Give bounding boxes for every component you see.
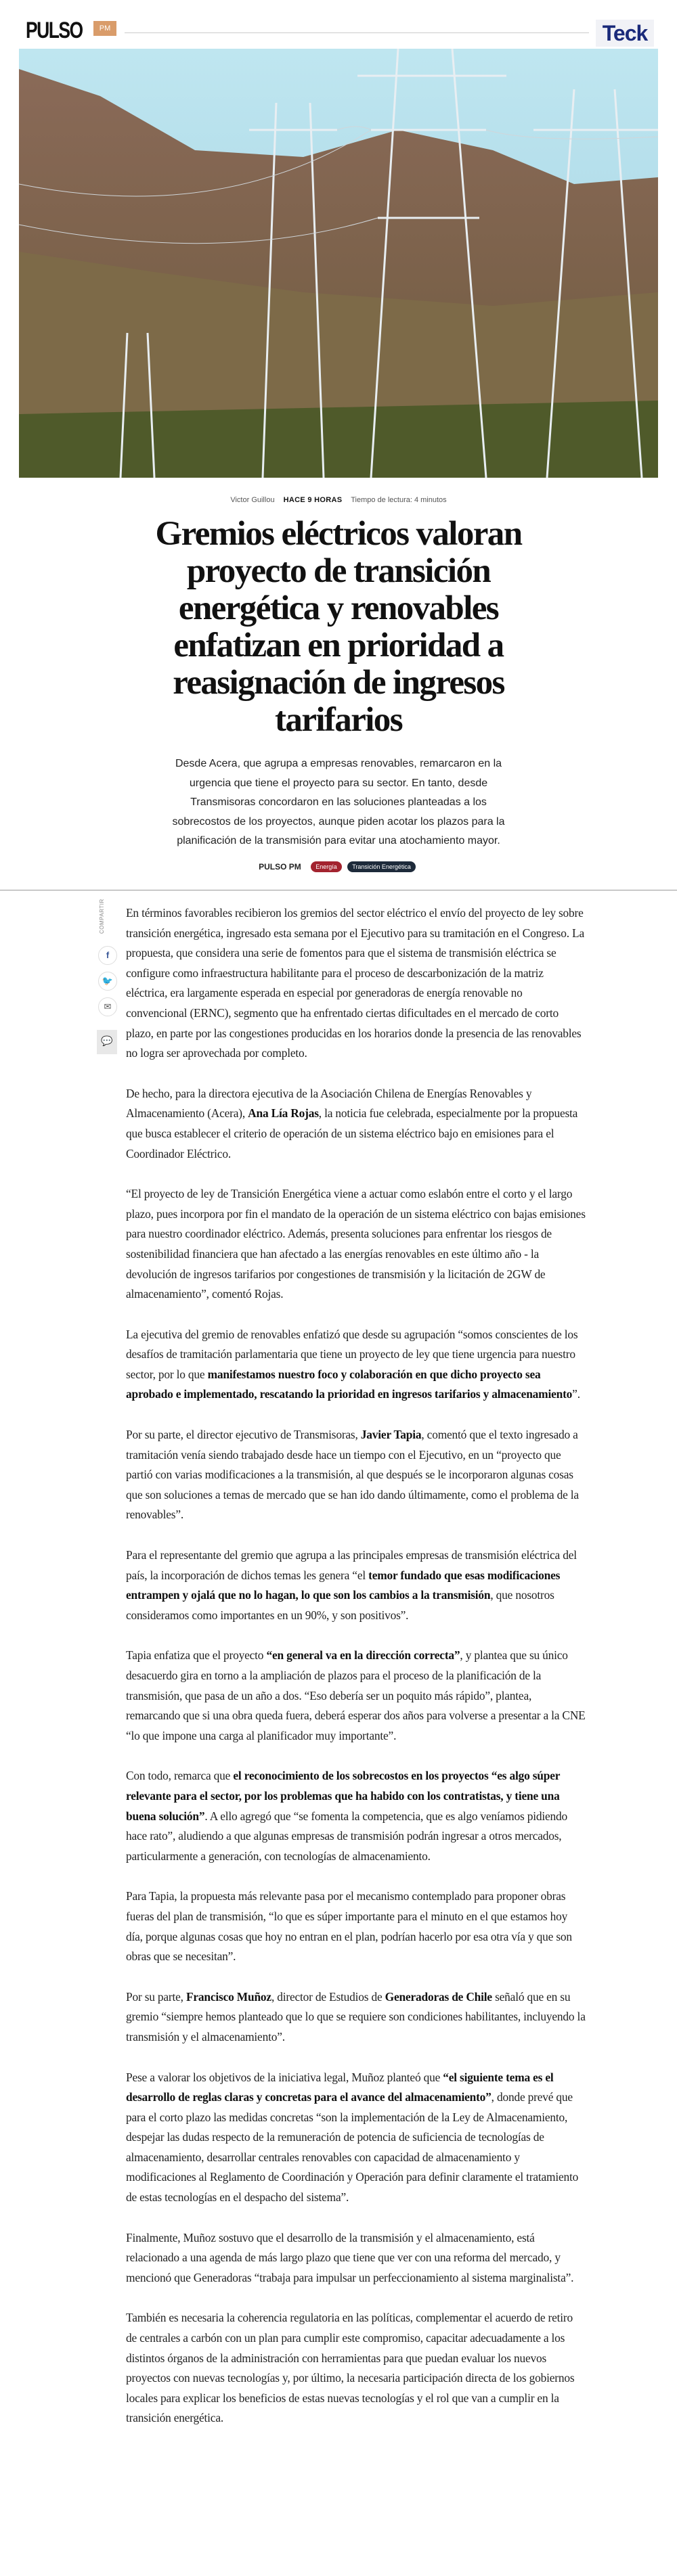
power-lines-photo <box>19 49 658 478</box>
paragraph-text: . A ello agregó que “se fomenta la competencia, que es algo veníamos pidiendo hace rato”, aludiendo a que algunas empresas de transmisión podrán ingresar a otros mercados, particularmente a generación, con tecnologías de almacenamiento. <box>126 1809 567 1863</box>
article-paragraph <box>126 1987 586 2048</box>
paragraph-text: , director de Estudios de <box>271 1989 385 2004</box>
bold-text: Generadoras de Chile <box>385 1989 492 2004</box>
tag-energia[interactable]: Energía <box>311 861 342 872</box>
article-paragraph <box>126 903 586 1064</box>
paragraph-text: También es necesaria la coherencia regulatoria en las políticas, complementar el acuerdo de retiro de centrales a carbón con un plan para cumplir este compromiso, capacitar adecuadamente a los distintos órganos de la administración con herramientas para que puedan evaluar los nuevos proyectos con nuevas tecnologías y, por último, la necesaria participación directa de los gobiernos locales para explicar los beneficios de estas nuevas tecnologías y el rol que van a cumplir en la transición energética. <box>126 2311 575 2425</box>
paragraph-text: , que nosotros consideramos como importantes en un 90%, y son positivos”. <box>126 1588 554 1622</box>
article-paragraph <box>126 2068 586 2208</box>
author-link[interactable]: Victor Guillou <box>230 496 275 504</box>
share-label: COMPARTIR <box>99 899 105 934</box>
site-header <box>0 0 677 46</box>
comment-icon[interactable]: 💬 <box>97 1030 117 1054</box>
article-paragraph <box>126 1184 586 1305</box>
pm-badge[interactable]: PM <box>93 21 116 36</box>
article-paragraph <box>126 1545 586 1625</box>
twitter-icon[interactable]: 🐦 <box>98 972 117 991</box>
paragraph-text: Tapia enfatiza que el proyecto <box>126 1648 267 1663</box>
facebook-icon[interactable]: f <box>98 946 117 965</box>
paragraph-text: La ejecutiva del gremio de renovables enfatizó que desde su agrupación “somos conscientes de los desafíos de tramitación parlamentaria que tiene un proyecto de ley que tiene urgencia para nuestro sector, por lo que <box>126 1327 578 1381</box>
header-divider <box>125 32 589 33</box>
article-paragraph <box>126 2228 586 2288</box>
article-paragraph <box>126 1425 586 1525</box>
paragraph-text: Pese a valorar los objetivos de la iniciativa legal, Muñoz planteó que <box>126 2070 443 2084</box>
paragraph-text: De hecho, para la directora ejecutiva de la Asociación Chilena de Energías Renovables y Almacenamiento (Acera), <box>126 1086 532 1121</box>
paragraph-text: , comentó que el texto ingresado a tramitación venía siendo trabajado desde hace un tiempo con el Ejecutivo, en un “proyecto que partió con varias modificaciones a la transmisión, al que después se le incorporaron algunas cosas que son soluciones a temas de mercado que se han ido dando últimamente, como el problema de la renovables”. <box>126 1428 579 1522</box>
paragraph-text: Para Tapia, la propuesta más relevante pasa por el mecanismo contemplado para proponer obras fueras del plan de transmisión, “lo que es súper importante para el minuto en el que estamos hoy día, porque algunas cosas que hoy no entran en el plan, podrían hacerlo por esa otra vía y que son obras que se necesitan”. <box>126 1889 572 1964</box>
article-summary: Desde Acera, que agrupa a empresas renovables, remarcaron en la urgencia que tiene el proyecto para su sector. En tanto, desde Transmisoras concordaron en las soluciones planteadas a los sobrecostos de los proyectos, aunque piden acotar los plazos para la planificación de la transmisión para evitar una atochamiento mayor. <box>172 758 505 846</box>
sponsor-logo[interactable]: Teck <box>596 20 654 47</box>
bold-text: manifestamos nuestro foco y colaboración en que dicho proyecto sea aprobado e implementado, rescatando la prioridad en ingresos tarifarios y almacenamiento <box>126 1367 573 1401</box>
paragraph-text: Por su parte, <box>126 1989 186 2004</box>
article-paragraph <box>126 1766 586 1866</box>
paragraph-text: En términos favorables recibieron los gremios del sector eléctrico el envío del proyecto de ley sobre transición energética, ingresado esta semana por el Ejecutivo para su tramitación en el Congreso. La propuesta, que considera una serie de fomentos para que el sistema de transmisión eléctrica se configure como infraestructura habilitante para el proceso de descarbonización de la matriz eléctrica, era largamente esperada en especial por generadoras de energía renovable no convencional (ERNC), segmento que ha enfrentado ciertas dificultades en el mercado de corto plazo, en parte por las congestiones producidas en los horarios donde la presencia de las renovables no logra ser aprovechada por completo. <box>126 906 584 1060</box>
paragraph-text: Por su parte, el director ejecutivo de Transmisoras, <box>126 1428 361 1442</box>
bold-text: Ana Lía Rojas <box>248 1106 319 1121</box>
bold-text: Javier Tapia <box>360 1428 422 1442</box>
paragraph-text: señaló que en su gremio “siempre hemos planteado que lo que se requiere son condiciones habilitantes, incluyendo la transmisión y el almacenamiento”. <box>126 1989 586 2043</box>
article-paragraph <box>126 1886 586 1966</box>
hero-image <box>19 49 658 478</box>
tag-transicion-energetica[interactable]: Transición Energética <box>347 861 416 872</box>
article-paragraph <box>126 1646 586 1746</box>
paragraph-text: Finalmente, Muñoz sostuvo que el desarrollo de la transmisión y el almacenamiento, está relacionado a una agenda de más largo plazo que tiene que ver con una reforma del mercado, y mencionó que Generadoras “trabaja para impulsar un perfeccionamiento al sistema marginalista”. <box>126 2230 574 2284</box>
article-title: Gremios eléctricos valoran proyecto de transición energética y renovables enfatizan en prioridad a reasignación de ingresos tarifarios <box>155 515 522 739</box>
paragraph-text: , donde prevé que para el corto plazo las medidas concretas “son la implementación de la Ley de Almacenamiento, despejar las dudas respecto de la remuneración de potencia de suficiencia de tecnologías de almacenamiento, desarrollar centrales renovables con capacidad de almacenamiento y modificaciones al Reglamento de Coordinación y Operación para definir claramente el tratamiento de estas tecnologías en el despacho del sistema”. <box>126 2090 579 2205</box>
email-icon[interactable]: ✉ <box>98 997 117 1016</box>
section-link[interactable]: PULSO PM <box>259 861 301 872</box>
bold-text: temor fundado que esas modificaciones entrampen y ojalá que no lo hagan, lo que son los cambios a la transmisión <box>126 1568 561 1602</box>
bold-text: “el siguiente tema es el desarrollo de reglas claras y concretas para el avance del almacenamiento” <box>126 2070 554 2104</box>
paragraph-text: Para el representante del gremio que agrupa a las principales empresas de transmisión eléctrica del país, la incorporación de dichos temas les genera “el <box>126 1548 577 1582</box>
paragraph-text: , y plantea que su único desacuerdo gira en torno a la ampliación de plazos para el proceso de la planificación de la transmisión, que pasa de un año a dos. “Eso debería ser un poquito más rápido”, plantea, remarcando que si una obra queda fuera, deberá esperar dos años para volverse a presentar a la CNE “lo que impone una carga al planificador muy importante”. <box>126 1648 586 1742</box>
article-paragraph <box>126 1325 586 1405</box>
publish-time: HACE 9 HORAS <box>283 496 343 504</box>
bold-text: Francisco Muñoz <box>185 1989 271 2004</box>
paragraph-text: Con todo, remarca que <box>126 1769 234 1783</box>
pulso-logo[interactable]: PULSO <box>26 18 83 43</box>
paragraph-text: , la noticia fue celebrada, especialmente por la propuesta que busca establecer el criterio de operación de un sistema eléctrico bajo en emisiones para el Coordinador Eléctrico. <box>126 1106 578 1160</box>
paragraph-text: “El proyecto de ley de Transición Energética viene a actuar como eslabón entre el corto y el largo plazo, pues incorpora por fin el mandato de la operación de un sistema eléctrico con bajas emisiones para nuestro coordinador eléctrico. Además, presenta soluciones para enfrentar los riesgos de sostenibilidad financiera que han afectado a las energías renovables en este último año - la devolución de ingresos tarifarios por congestiones de transmisión y la licitación de 2GW de almacenamiento”, comentó Rojas. <box>126 1187 586 1301</box>
article-paragraph <box>126 2308 586 2428</box>
byline <box>0 496 677 504</box>
paragraph-text: ”. <box>572 1387 580 1401</box>
article-tags <box>0 861 677 873</box>
bold-text: el reconocimiento de los sobrecostos en los proyectos “es algo súper relevante para el sector, por los problemas que ha habido con los contratistas, y tiene una buena solución” <box>126 1769 560 1823</box>
article-body <box>126 903 586 2449</box>
reading-time: Tiempo de lectura: 4 minutos <box>351 496 447 504</box>
bold-text: “en general va en la dirección correcta” <box>266 1648 460 1663</box>
article-paragraph <box>126 1084 586 1164</box>
